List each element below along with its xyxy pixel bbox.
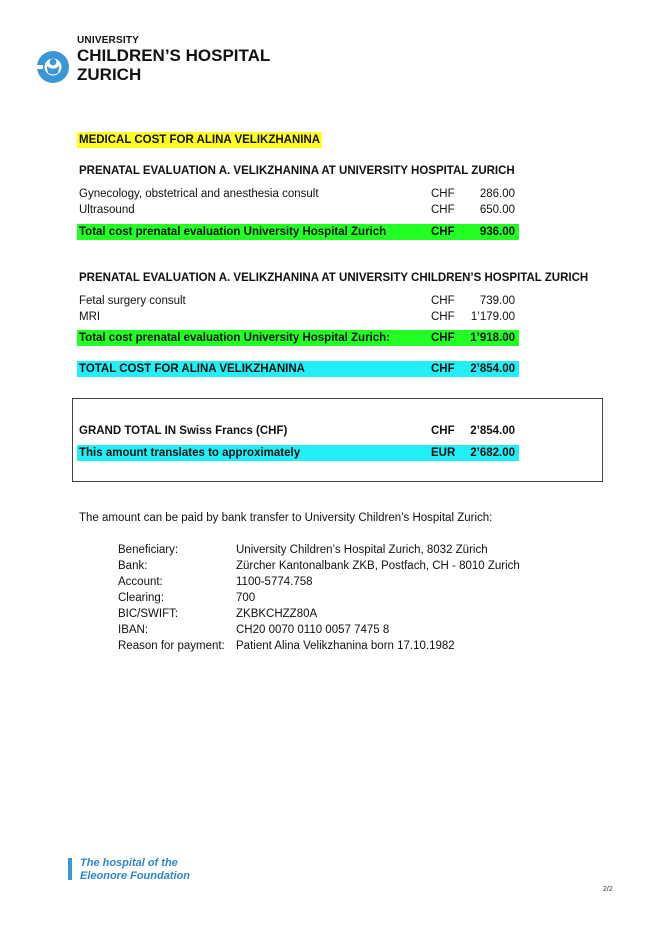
section1-heading: PRENATAL EVALUATION A. VELIKZHANINA AT UNIVERSITY HOSPITAL ZURICH bbox=[79, 165, 515, 177]
line-item-label: Fetal surgery consult bbox=[79, 295, 186, 307]
section1-total-currency: CHF bbox=[431, 226, 455, 238]
total-cost-currency: CHF bbox=[431, 363, 455, 375]
line-item bbox=[77, 202, 519, 218]
bank-detail-key: IBAN: bbox=[118, 624, 149, 636]
approx-eur-row bbox=[77, 445, 519, 461]
section2-total-label: Total cost prenatal evaluation University Hospital Zurich: bbox=[79, 332, 390, 344]
grand-total-amount: 2’854.00 bbox=[470, 425, 515, 437]
line-item bbox=[77, 309, 519, 325]
bank-detail-key: Reason for payment: bbox=[118, 640, 225, 652]
footer-foundation-line2: Eleonore Foundation bbox=[80, 870, 190, 882]
bank-detail-key: Beneficiary: bbox=[118, 544, 179, 556]
line-item-label: Gynecology, obstetrical and anesthesia consult bbox=[79, 188, 319, 200]
grand-total-currency: CHF bbox=[431, 425, 455, 437]
line-item-currency: CHF bbox=[431, 311, 455, 323]
line-item bbox=[77, 293, 519, 309]
bank-detail-key: Bank: bbox=[118, 560, 148, 572]
line-item-currency: CHF bbox=[431, 295, 455, 307]
line-item-label: MRI bbox=[79, 311, 101, 323]
grand-total-label: GRAND TOTAL IN Swiss Francs (CHF) bbox=[79, 425, 288, 437]
bank-detail-value: CH20 0070 0110 0057 7475 8 bbox=[236, 624, 390, 636]
bank-detail-key: BIC/SWIFT: bbox=[118, 608, 179, 620]
line-item-currency: CHF bbox=[431, 204, 455, 216]
section1-total-label: Total cost prenatal evaluation University Hospital Zurich bbox=[79, 226, 387, 238]
section2-total-amount: 1’918.00 bbox=[470, 332, 515, 344]
logo-university-text: UNIVERSITY bbox=[77, 35, 140, 46]
grand-total-row bbox=[77, 423, 519, 439]
total-cost-row bbox=[77, 361, 519, 377]
payment-instructions: The amount can be paid by bank transfer to University Children’s Hospital Zurich: bbox=[79, 512, 493, 524]
section2-total-row bbox=[77, 330, 519, 346]
bank-detail-key: Clearing: bbox=[118, 592, 165, 604]
line-item-amount: 1’179.00 bbox=[470, 311, 515, 323]
bank-detail-value: Zürcher Kantonalbank ZKB, Postfach, CH - 8010 Zurich bbox=[236, 560, 520, 572]
page-number: 2/2 bbox=[603, 886, 613, 893]
footer-foundation-line1: The hospital of the bbox=[80, 857, 178, 869]
approx-eur-label: This amount translates to approximately bbox=[79, 447, 301, 459]
footer-accent-bar bbox=[68, 858, 72, 880]
total-cost-label: TOTAL COST FOR ALINA VELIKZHANINA bbox=[79, 363, 305, 375]
grand-total-box bbox=[72, 398, 603, 482]
logo-hospital-text: CHILDREN’S HOSPITAL bbox=[77, 46, 271, 65]
hospital-logo-icon bbox=[36, 50, 70, 84]
bank-detail-value: 700 bbox=[236, 592, 256, 604]
bank-detail-value: ZKBKCHZZ80A bbox=[236, 608, 318, 620]
logo-city-text: ZURICH bbox=[77, 65, 142, 84]
line-item bbox=[77, 186, 519, 202]
approx-eur-amount: 2’682.00 bbox=[470, 447, 515, 459]
approx-eur-currency: EUR bbox=[431, 447, 456, 459]
total-cost-amount: 2’854.00 bbox=[470, 363, 515, 375]
bank-detail-key: Account: bbox=[118, 576, 163, 588]
section1-total-amount: 936.00 bbox=[479, 226, 515, 238]
line-item-amount: 739.00 bbox=[479, 295, 515, 307]
bank-detail-value: 1100-5774.758 bbox=[236, 576, 313, 588]
line-item-currency: CHF bbox=[431, 188, 455, 200]
line-item-amount: 650.00 bbox=[479, 204, 515, 216]
line-item-label: Ultrasound bbox=[79, 204, 135, 216]
section2-heading: PRENATAL EVALUATION A. VELIKZHANINA AT UNIVERSITY CHILDREN’S HOSPITAL ZURICH bbox=[79, 272, 589, 284]
line-item-amount: 286.00 bbox=[479, 188, 515, 200]
bank-detail-value: Patient Alina Velikzhanina born 17.10.1982 bbox=[236, 640, 455, 652]
bank-detail-value: University Children’s Hospital Zurich, 8032 Zürich bbox=[236, 544, 488, 556]
section1-total-row bbox=[77, 224, 519, 240]
document-title: MEDICAL COST FOR ALINA VELIKZHANINA bbox=[79, 134, 321, 146]
section2-total-currency: CHF bbox=[431, 332, 455, 344]
